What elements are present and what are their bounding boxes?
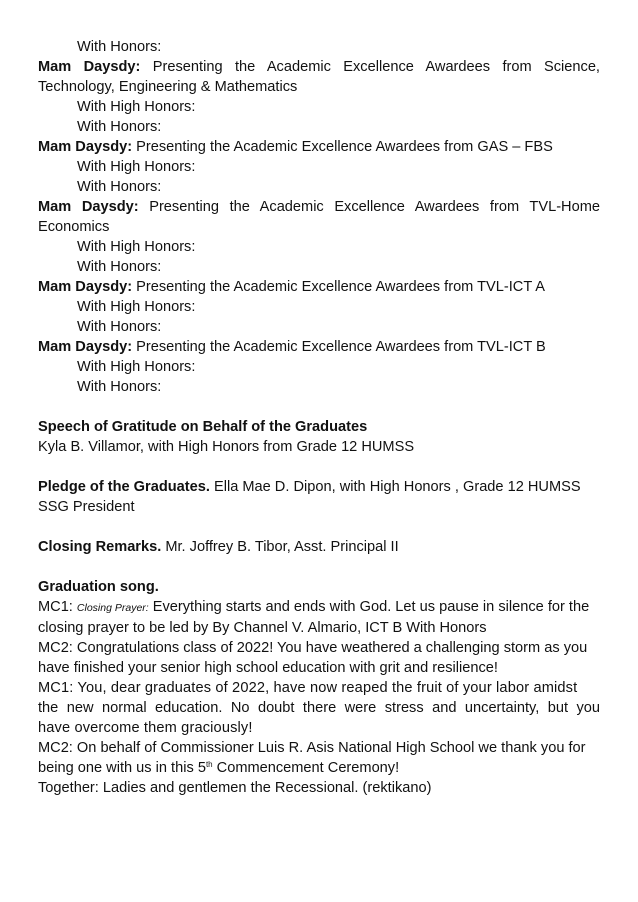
announcement-text: Presenting the Academic Excellence Awardees from TVL-ICT A <box>132 279 545 295</box>
pledge-text: Ella Mae D. Dipon, with High Honors , Grade 12 HUMSS <box>209 479 581 495</box>
mc2-congratulations: MC2: Congratulations class of 2022! You have weathered a challenging storm as you <box>38 640 588 656</box>
mc1-reaped-fruit-end: have overcome them graciously! <box>38 720 253 736</box>
together-recessional: Together: Ladies and gentlemen the Recessional. (rektikano) <box>38 780 432 796</box>
with-honors-line: With Honors: <box>77 379 162 395</box>
with-high-honors-line: With High Honors: <box>77 159 196 175</box>
with-high-honors-line: With High Honors: <box>77 239 196 255</box>
speech-heading <box>38 417 600 437</box>
pledge-heading: Pledge of the Graduates. <box>38 479 210 495</box>
speech-heading-text: Speech of Gratitude on Behalf of the Graduates <box>38 419 368 435</box>
announcement-text: Presenting the Academic Excellence Awardees from TVL-ICT B <box>132 339 546 355</box>
mc2-thank-you: MC2: On behalf of Commissioner Luis R. Asis National High School we thank you for <box>38 740 586 756</box>
closing-line <box>38 537 600 557</box>
mc-text: Commencement Ceremony! <box>212 760 400 776</box>
song-heading <box>38 577 600 597</box>
program-content <box>38 37 600 798</box>
mc1-reaped-fruit: MC1: You, dear graduates of 2022, have now reaped the fruit of your labor amidst <box>38 680 578 696</box>
stem-announcement <box>38 57 600 77</box>
song-heading-text: Graduation song. <box>38 579 159 595</box>
mc-text: being one with us in this 5 <box>38 760 206 776</box>
speaker-name: Mam Daysdy: <box>38 279 133 295</box>
speaker-name: Mam Daysdy: <box>38 199 139 215</box>
speaker-name: Mam Daysdy: <box>38 139 133 155</box>
with-high-honors-line: With High Honors: <box>77 99 196 115</box>
spacer <box>38 457 600 477</box>
gas-announcement <box>38 137 600 157</box>
announcement-text: Presenting the Academic Excellence Awardees from GAS – FBS <box>132 139 553 155</box>
announcement-text: Presenting the Academic Excellence Awardees from TVL-Home <box>138 199 600 215</box>
mc1-closing-prayer-continued: closing prayer to be led by By Channel V. Almario, ICT B With Honors <box>38 620 487 636</box>
he-announcement-continued: Economics <box>38 219 110 235</box>
he-announcement <box>38 197 600 217</box>
stem-announcement-continued: Technology, Engineering & Mathematics <box>38 79 298 95</box>
with-honors-line: With Honors: <box>77 119 162 135</box>
ordinal-suffix: th <box>205 760 213 769</box>
mc2-thank-you-continued <box>38 758 600 778</box>
ict-a-announcement <box>38 277 600 297</box>
pledge-text-continued: SSG President <box>38 499 135 515</box>
mc2-congratulations-continued: have finished your senior high school education with grit and resilience! <box>38 660 498 676</box>
mc-prefix: MC1: <box>38 599 77 615</box>
speech-speaker: Kyla B. Villamor, with High Honors from Grade 12 HUMSS <box>38 439 415 455</box>
announcement-text: Presenting the Academic Excellence Awardees from Science, <box>140 59 600 75</box>
with-honors-line: With Honors: <box>77 319 162 335</box>
with-high-honors-line: With High Honors: <box>77 359 196 375</box>
with-honors-line: With Honors: <box>77 179 162 195</box>
mc1-closing-prayer <box>38 597 600 618</box>
speaker-name: Mam Daysdy: <box>38 339 133 355</box>
closing-heading: Closing Remarks. <box>38 539 162 555</box>
ict-b-announcement <box>38 337 600 357</box>
closing-text: Mr. Joffrey B. Tibor, Asst. Principal II <box>161 539 399 555</box>
with-honors-line: With Honors: <box>77 39 162 55</box>
with-high-honors-line: With High Honors: <box>77 299 196 315</box>
spacer <box>38 517 600 537</box>
mc-text: Everything starts and ends with God. Let us pause in silence for the <box>148 599 590 615</box>
speaker-name: Mam Daysdy: <box>38 59 141 75</box>
pledge-line <box>38 477 600 497</box>
with-honors-line: With Honors: <box>77 259 162 275</box>
spacer <box>38 397 600 417</box>
spacer <box>38 557 600 577</box>
mc1-reaped-fruit-continued: the new normal education. No doubt there were stress and uncertainty, but you <box>38 700 600 716</box>
closing-prayer-label: Closing Prayer: <box>76 602 149 614</box>
